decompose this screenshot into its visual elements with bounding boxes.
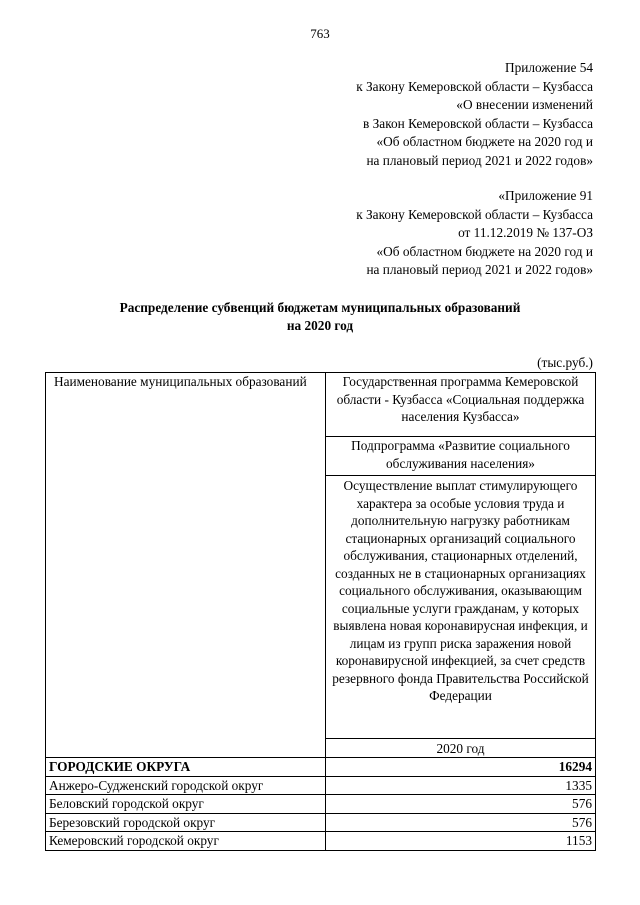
table-row bbox=[46, 776, 596, 795]
row-value-cell: 576 bbox=[326, 795, 596, 814]
header-year-cell: 2020 год bbox=[326, 739, 596, 758]
row-name-cell: Березовский городской округ bbox=[46, 813, 326, 832]
appendix-54-line: в Закон Кемеровской области – Кузбасса bbox=[363, 115, 593, 131]
table-row bbox=[46, 813, 596, 832]
row-name-cell: Беловский городской округ bbox=[46, 795, 326, 814]
table-row bbox=[46, 795, 596, 814]
appendix-91-line: к Закону Кемеровской области – Кузбасса bbox=[356, 206, 593, 222]
appendix-91-line: «Приложение 91 bbox=[498, 188, 593, 203]
appendix-54-header bbox=[356, 59, 593, 171]
row-value-cell: 1153 bbox=[326, 832, 596, 851]
appendix-54-line: на плановый период 2021 и 2022 годов» bbox=[366, 152, 593, 168]
header-program-cell: Государственная программа Кемеровской области - Кузбасса «Социальная поддержка населения Кузбасса» bbox=[326, 373, 596, 437]
appendix-91-line: от 11.12.2019 № 137-ОЗ bbox=[458, 225, 593, 241]
total-value-cell: 16294 bbox=[326, 758, 596, 777]
appendix-91-line: на плановый период 2021 и 2022 годов» bbox=[366, 262, 593, 278]
appendix-54-line: «О внесении изменений bbox=[456, 97, 593, 113]
row-name-cell: Кемеровский городской округ bbox=[46, 832, 326, 851]
row-value-cell: 576 bbox=[326, 813, 596, 832]
header-measure-cell: Осуществление выплат стимулирующего характера за особые условия труда и дополнительную нагрузку работникам стационарных организаций социального обслуживания, стационарных отделений, созданных не в стационарных организациях социального обслуживания, оказывающим социальные услуги гражданам, у которых выявлена новая коронавирусная инфекция, и лицам из групп риска заражения новой коронавирусной инфекцией, за счет средств резервного фонда Правительства Российской Федерации bbox=[326, 476, 596, 739]
header-subprogram-cell: Подпрограмма «Развитие социального обслуживания населения» bbox=[326, 437, 596, 476]
appendix-54-line: к Закону Кемеровской области – Кузбасса bbox=[356, 78, 593, 94]
subsidies-table bbox=[45, 372, 596, 851]
appendix-91-line: «Об областном бюджете на 2020 год и bbox=[376, 243, 593, 259]
document-title-line: на 2020 год bbox=[286, 318, 354, 333]
appendix-91-header bbox=[356, 187, 593, 280]
table-row-total bbox=[46, 758, 596, 777]
units-label: (тыс.руб.) bbox=[537, 355, 593, 370]
appendix-54-line: Приложение 54 bbox=[505, 60, 593, 75]
table-row bbox=[46, 832, 596, 851]
total-name-cell: ГОРОДСКИЕ ОКРУГА bbox=[46, 758, 326, 777]
header-name-cell: Наименование муниципальных образований bbox=[46, 373, 326, 758]
appendix-54-line: «Об областном бюджете на 2020 год и bbox=[376, 134, 593, 150]
row-name-cell: Анжеро-Судженский городской округ bbox=[46, 776, 326, 795]
header-row-program bbox=[46, 373, 596, 437]
row-value-cell: 1335 bbox=[326, 776, 596, 795]
page-number: 763 bbox=[310, 26, 330, 41]
document-title-line: Распределение субвенций бюджетам муниципальных образований bbox=[119, 300, 521, 315]
document-title bbox=[60, 299, 580, 335]
